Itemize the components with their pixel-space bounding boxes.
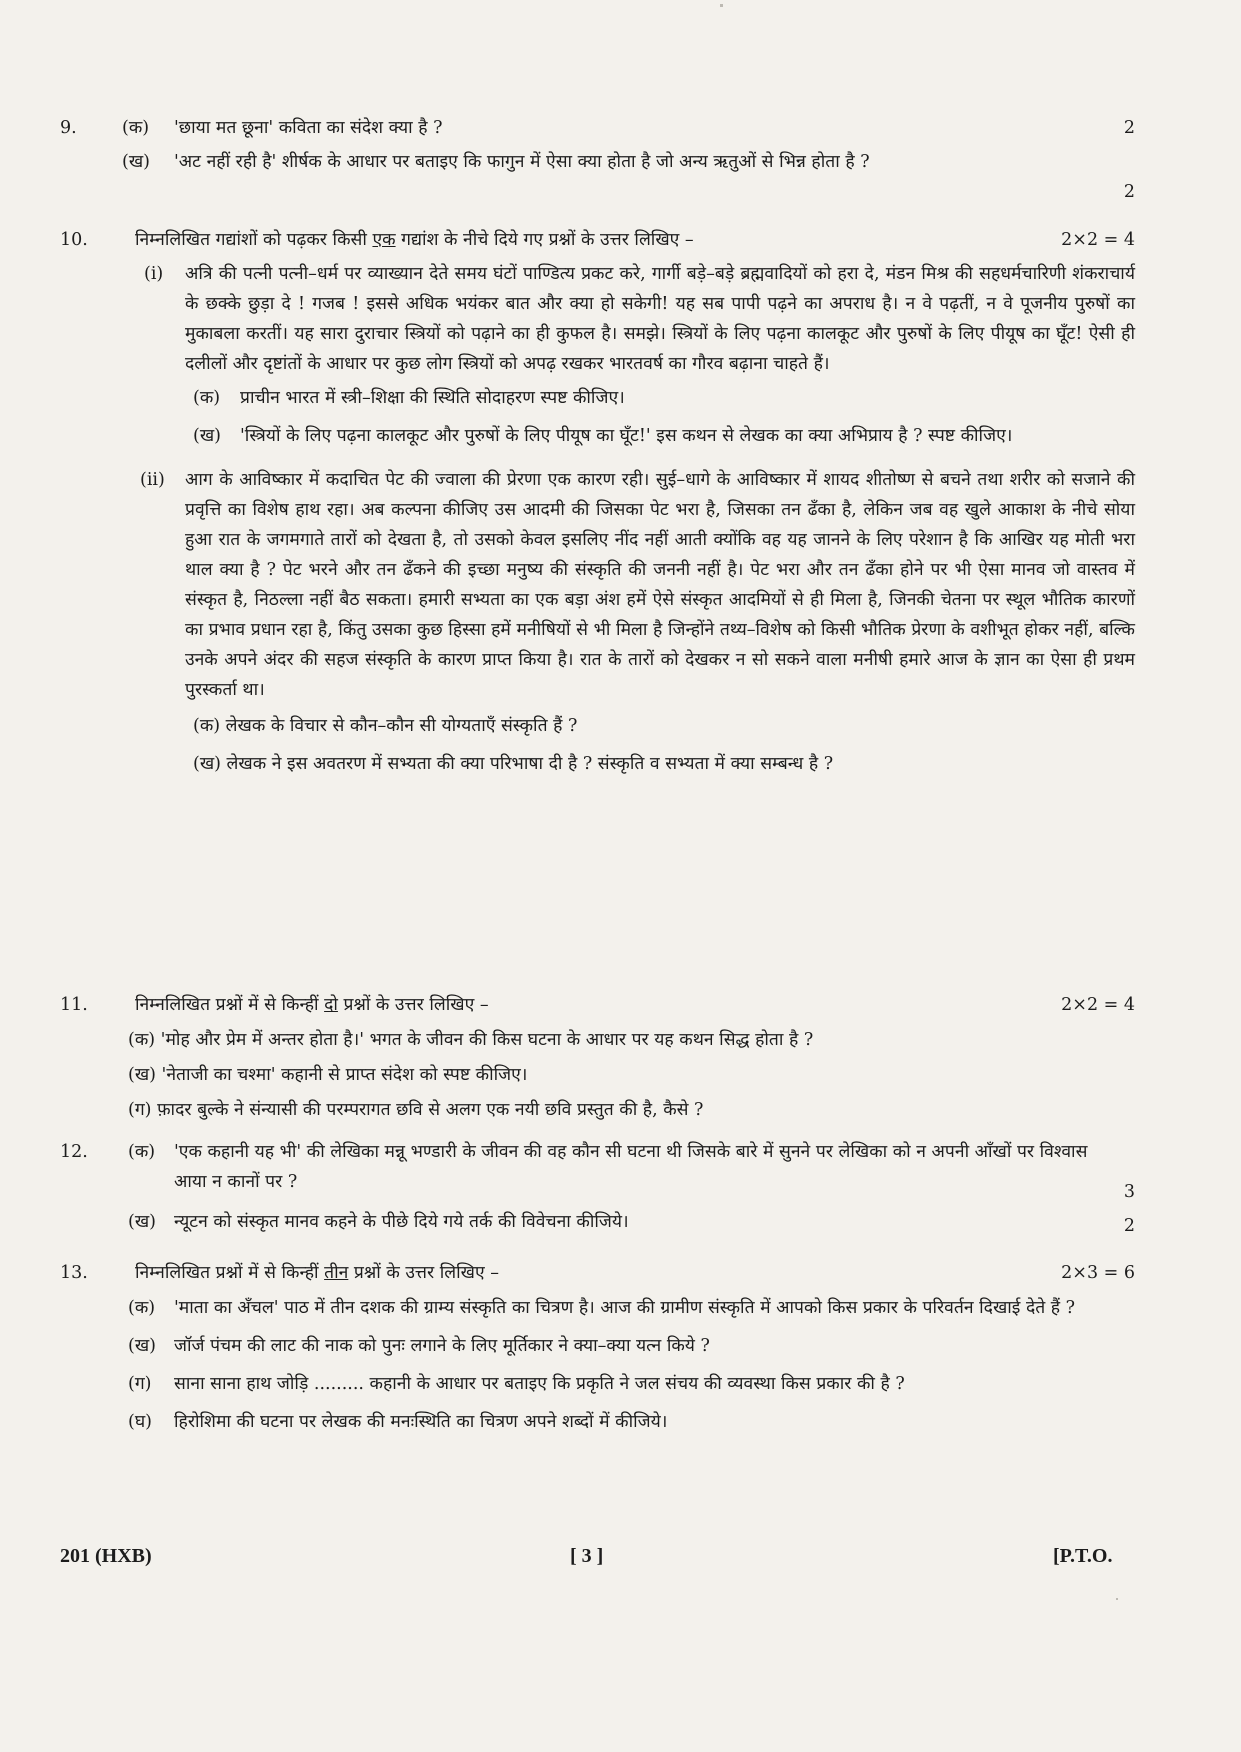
marks: 3 — [1123, 1182, 1135, 1202]
sub-question-text: (ख) लेखक ने इस अवतरण में सभ्यता की क्या परिभाषा दी है ? संस्कृति व सभ्यता में क्या सम्बन्ध है ? — [193, 754, 834, 774]
scan-speck — [1116, 1598, 1118, 1600]
sub-label: (ग) — [128, 1374, 152, 1394]
sub-question-text: न्यूटन को संस्कृत मानव कहने के पीछे दिये गये तर्क की विवेचना कीजिये। — [174, 1212, 629, 1232]
paper-code: 201 (HXB) — [60, 1545, 152, 1567]
passage-2 — [60, 465, 1135, 705]
passage-text: अत्रि की पत्नी पत्नी–धर्म पर व्याख्यान देते समय घंटों पाण्डित्य प्रकट करे, गार्गी बड़े–बड़े ब्रह्मवादियों को हरा दे, मंडन मिश्र की सहधर्मचारिणी शंकराचार्य के छक्के छुड़ा दे ! गजब ! इससे अधिक भयंकर बात और क्या हो सकेगी! यह सब पापी पढ़ने का अपराध है। न वे पढ़तीं, न वे पूजनीय पुरुषों का मुकाबला करतीं। यह सारा दुराचार स्त्रियों को पढ़ाने का ही कुफल है। समझे। स्त्रियों के लिए पढ़ना कालकूट और पुरुषों के लिए पीयूष का घूँट! ऐसी ही दलीलों और दृष्टांतों के आधार पर कुछ लोग स्त्रियों को अपढ़ रखकर भारतवर्ष का गौरव बढ़ाना चाहते हैं। — [185, 264, 1135, 374]
sub-label: (क) — [122, 118, 150, 138]
question-11 — [60, 990, 1135, 1125]
sub-question-text: (ख) 'नेताजी का चश्मा' कहानी से प्राप्त संदेश को स्पष्ट कीजिए। — [128, 1065, 528, 1085]
question-9 — [60, 113, 1135, 202]
sub-question-text: 'छाया मत छूना' कविता का संदेश क्या है ? — [174, 118, 443, 138]
sub-question-text: 'एक कहानी यह भी' की लेखिका मन्नू भण्डारी के जीवन की वह कौन सी घटना थी जिसके बारे में सुनने पर लेखिका को न अपनी आँखों पर विश्वास आया न कानों पर ? — [174, 1142, 1088, 1192]
question-10 — [60, 225, 1135, 779]
question-number: 12. — [60, 1142, 88, 1162]
sub-question-text: जॉर्ज पंचम की लाट की नाक को पुनः लगाने के लिए मूर्तिकार ने क्या–क्या यत्न किये ? — [174, 1336, 710, 1356]
question-number: 10. — [60, 230, 88, 250]
scan-speck — [720, 4, 723, 7]
sub-label: (घ) — [128, 1412, 152, 1432]
marks: 2×2 = 4 — [1061, 230, 1135, 250]
sub-question-text: हिरोशिमा की घटना पर लेखक की मनःस्थिति का चित्रण अपने शब्दों में कीजिये। — [174, 1412, 668, 1432]
sub-label: (ख) — [193, 426, 221, 446]
question-instruction: निम्नलिखित प्रश्नों में से किन्हीं तीन प्रश्नों के उत्तर लिखिए – — [135, 1263, 499, 1283]
sub-label: (क) — [128, 1142, 156, 1162]
sub-label: (ख) — [122, 152, 150, 172]
underlined-word: एक — [372, 230, 396, 250]
sub-question-text: 'माता का अँचल' पाठ में तीन दशक की ग्राम्य संस्कृति का चित्रण है। आज की ग्रामीण संस्कृति में आपको किस प्रकार के परिवर्तन दिखाई देते हैं ? — [174, 1298, 1076, 1318]
marks: 2×3 = 6 — [1061, 1263, 1135, 1283]
page-number: [ 3 ] — [570, 1545, 604, 1567]
sub-label: (क) — [193, 388, 221, 408]
marks: 2 — [1123, 118, 1135, 138]
marks: 2×2 = 4 — [1061, 995, 1135, 1015]
passage-text: आग के आविष्कार में कदाचित पेट की ज्वाला की प्रेरणा एक कारण रही। सुई–धागे के आविष्कार में शायद शीतोष्ण से बचने तथा शरीर को सजाने की प्रवृत्ति का विशेष हाथ रहा। अब कल्पना कीजिए उस आदमी की जिसका पेट भरा है, जिसका तन ढँका है, लेकिन जब वह खुले आकाश के नीचे सोया हुआ रात के जगमगाते तारों को देखता है, तो उसको केवल इसलिए नींद नहीं आती क्योंकि वह यह जानने के लिए परेशान है कि आखिर यह मोती भरा थाल क्या है ? पेट भरने और तन ढँकने की इच्छा मनुष्य की संस्कृति की जननी नहीं है। पेट भरा और तन ढँका होने पर भी ऐसा मानव जो वास्तव में संस्कृत है, निठल्ला नहीं बैठ सकता। हमारी सभ्यता का एक बड़ा अंश हमें ऐसे संस्कृत आदमियों से ही मिला है, जिनकी चेतना पर स्थूल भौतिक कारणों का प्रभाव प्रधान रहा है, किंतु उसका कुछ हिस्सा हमें मनीषियों से भी मिला है जिन्होंने तथ्य–विशेष को किसी भौतिक प्रेरणा के वशीभूत होकर नहीं, बल्कि उनके अपने अंदर की सहज संस्कृति के कारण प्राप्त किया है। रात के तारों को देखकर न सो सकने वाला मनीषी हमारे आज के ज्ञान का ऐसा ही प्रथम पुरस्कर्ता था। — [185, 470, 1135, 700]
sub-label: (ख) — [128, 1212, 156, 1232]
marks: 2 — [1123, 182, 1135, 202]
question-instruction: निम्नलिखित प्रश्नों में से किन्हीं दो प्रश्नों के उत्तर लिखिए – — [135, 995, 489, 1015]
passage-label: (i) — [144, 264, 164, 284]
sub-question-text: (ग) फ़ादर बुल्के ने संन्यासी की परम्परागत छवि से अलग एक नयी छवि प्रस्तुत की है, कैसे ? — [128, 1100, 704, 1120]
question-12 — [60, 1137, 1135, 1237]
sub-question-text: 'अट नहीं रही है' शीर्षक के आधार पर बताइए कि फागुन में ऐसा क्या होता है जो अन्य ऋतुओं से भिन्न होता है ? — [174, 152, 870, 172]
question-instruction: निम्नलिखित गद्यांशों को पढ़कर किसी एक गद्यांश के नीचे दिये गए प्रश्नों के उत्तर लिखिए – — [135, 230, 694, 250]
sub-question-text: (क) लेखक के विचार से कौन–कौन सी योग्यताएँ संस्कृति हैं ? — [193, 716, 578, 736]
sub-question-text: (क) 'मोह और प्रेम में अन्तर होता है।' भगत के जीवन की किस घटना के आधार पर यह कथन सिद्ध होता है ? — [128, 1030, 814, 1050]
pto-note: [P.T.O. — [1053, 1545, 1113, 1567]
sub-question-text: साना साना हाथ जोड़ि ......... कहानी के आधार पर बताइए कि प्रकृति ने जल संचय की व्यवस्था किस प्रकार की है ? — [174, 1374, 905, 1394]
sub-label: (क) — [128, 1298, 156, 1318]
underlined-word: तीन — [324, 1263, 349, 1283]
question-number: 13. — [60, 1263, 88, 1283]
question-number: 11. — [60, 995, 88, 1015]
passage-1 — [60, 259, 1135, 379]
underlined-word: दो — [324, 995, 338, 1015]
sub-question-text: प्राचीन भारत में स्त्री–शिक्षा की स्थिति सोदाहरण स्पष्ट कीजिए। — [240, 388, 625, 408]
marks: 2 — [1123, 1216, 1135, 1236]
sub-label: (ख) — [128, 1336, 156, 1356]
question-13 — [60, 1258, 1135, 1437]
passage-label: (ii) — [140, 470, 165, 490]
question-number: 9. — [60, 118, 77, 138]
sub-question-text: 'स्त्रियों के लिए पढ़ना कालकूट और पुरुषों के लिए पीयूष का घूँट!' इस कथन से लेखक का क्या अभिप्राय है ? स्पष्ट कीजिए। — [240, 426, 1013, 446]
